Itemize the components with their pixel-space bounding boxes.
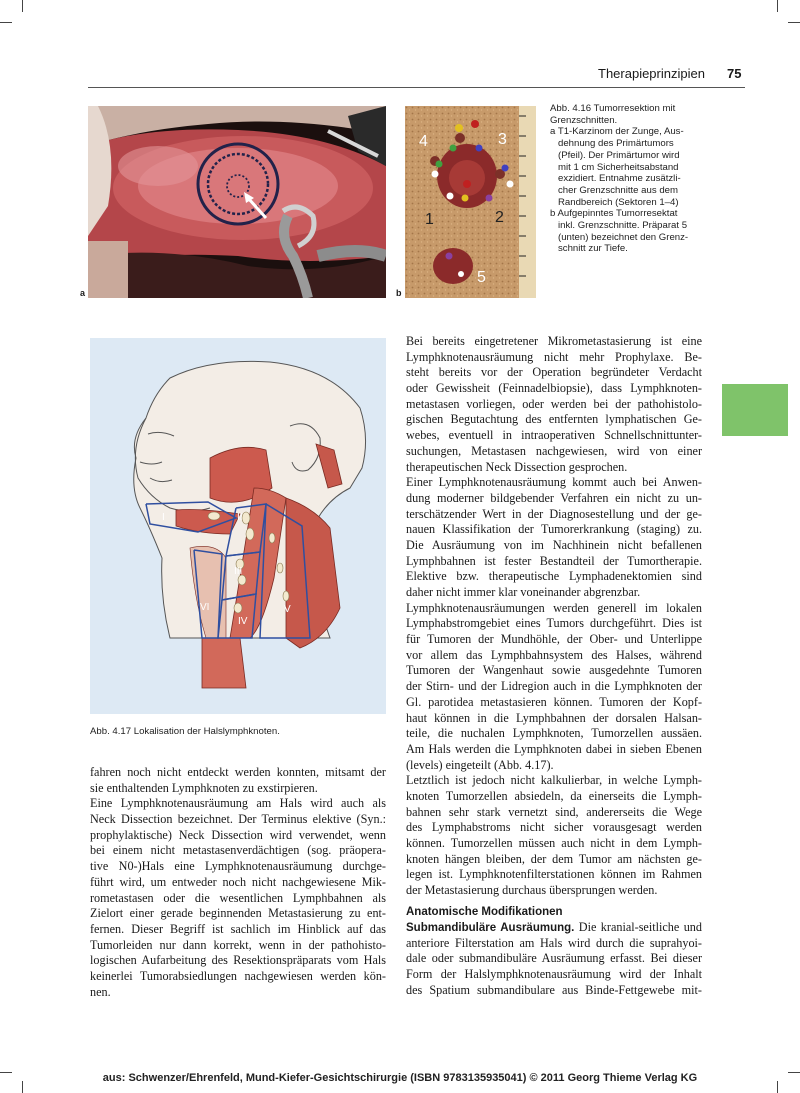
text-line: gischen Begutachtung des entfernten lymphatischen Ge-	[406, 412, 702, 427]
text-line: haut können in die Lymphbahnen der dorsalen Halsan-	[406, 710, 702, 725]
section-heading: Anatomische Modifikationen	[406, 906, 563, 918]
text-line: oder Gewissheit (Feinnadelbiopsie), dass Lymphknoten-	[406, 381, 702, 396]
crop-mark	[777, 0, 778, 12]
figure-4-17-illustration	[90, 338, 386, 714]
caption-line: Grenzschnitten.	[550, 114, 618, 126]
text-line: Form der Halslymphknotenausräumung wird der Inhalt	[406, 967, 702, 982]
text-line: dale oder submandibuläre Ausräumung erfasst. Bei dieser	[406, 951, 702, 966]
crop-mark	[0, 22, 12, 23]
figure-4-16b-photo	[405, 106, 536, 298]
specimen-label-4: 4	[419, 133, 428, 150]
tongue-photo-illustration	[88, 106, 386, 298]
text-line: Tumorleiden nur dann korrekt, wenn in der pathohisto-	[90, 937, 386, 952]
crop-mark	[788, 22, 800, 23]
text-line: teile, die nuchalen Lymphknoten, Tumorzellen aussäen.	[406, 726, 702, 741]
text-line: logischen Aufarbeitung des Resektionspräparats vom Hals	[90, 953, 386, 968]
specimen-label-1: 1	[425, 211, 434, 228]
text-line: terschätzender Wert in der Diagnosestellung und der ge-	[406, 506, 702, 521]
figure-4-16b-label: b	[396, 288, 402, 298]
text-line: tive N0-)Hals eine Lymphknotenausräumung durchge-	[90, 859, 386, 874]
text-line: Lymphabstromgebiet eines Tumors durchgeführt. Dies ist	[406, 616, 702, 631]
text-line: knoten Tumorzellen absiedeln, da einerseits die Lymph-	[406, 788, 702, 803]
text-line: der Stirn- und der Lidregion auch in die Lymphknoten der	[406, 679, 702, 694]
text-line: Lymphknotenausräumungen werden generell im lokalen	[406, 600, 702, 615]
text-line: webes, eventuell in intraoperativen Schnellschnittunter-	[406, 428, 702, 443]
text-line: Bei bereits eingetretener Mikrometastasierung ist eine	[406, 334, 702, 348]
text-line: metastasen vorliegen, oder werden bei der pathohistolo-	[406, 396, 702, 411]
text-line: sie enthaltenden Lymphknoten zu exstirpieren.	[90, 780, 318, 795]
caption-line: Randbereich (Sektoren 1–4)	[558, 196, 679, 208]
text-line	[406, 920, 702, 936]
text-line: therapeutischen Neck Dissection gesprochen.	[406, 459, 628, 474]
text-line: daher nicht immer klar voneinander abgrenzbar.	[406, 585, 641, 599]
text-line: knoten hängen bleiben, der dem Tumor am nächsten ge-	[406, 851, 702, 866]
text-line: nauen Klassifikation der Tumorerkrankung (staging) zu.	[406, 522, 702, 537]
text-line: Lymphknotenausräumung nicht mehr Prophylaxe. Be-	[406, 349, 702, 364]
text-line: Letztlich ist jedoch nicht kalkulierbar, in welche Lymph-	[406, 773, 702, 788]
header-rule	[88, 87, 745, 88]
level-label-II: II	[237, 512, 243, 523]
text-line: Eine Lymphknotenausräumung am Hals wird auch als	[90, 796, 386, 811]
running-title: Therapieprinzipien	[598, 66, 705, 81]
text-line: dung moderner bildgebender Verfahren ein nicht zu un-	[406, 490, 702, 505]
text-line: führt wird, um entweder noch nicht nachgewiesene Mik-	[90, 874, 386, 889]
figure-4-17-caption: Abb. 4.17 Lokalisation der Halslymphknoten.	[90, 726, 280, 737]
left-column-text	[90, 765, 386, 1000]
text-line: können. Tumorzellen müssen auch nicht in dem Lymph-	[406, 836, 702, 850]
text-line: Zielort einer gerade beginnenden Metastasierung zu ent-	[90, 906, 386, 921]
caption-line: exzidiert. Entnahme zusätzli-	[558, 173, 681, 185]
text-line: steht bereits vor der Operation begründeter Verdacht	[406, 365, 702, 380]
caption-line: a T1-Karzinom der Zunge, Aus-	[550, 126, 684, 138]
text-line: vor allem das Lymphbahnsystem des Halses, während	[406, 647, 702, 662]
text-line: Lymphbahnen ist fester Bestandteil der Tumortherapie.	[406, 553, 702, 568]
footer-citation: aus: Schwenzer/Ehrenfeld, Mund-Kiefer-Gesichtschirurgie (ISBN 9783135935041) © 2011 Georg Thieme Verlag KG	[102, 1072, 698, 1084]
caption-line: inkl. Grenzschnitte. Präparat 5	[558, 220, 688, 232]
text-line: Gl. parotidea metastasieren können. Tumoren der Kopf-	[406, 694, 702, 709]
text-line: der Metastasierung durchaus übersprungen werden.	[406, 883, 658, 898]
level-label-I: I	[162, 512, 165, 523]
text-line: (levels) eingeteilt (Abb. 4.17).	[406, 757, 554, 772]
caption-line: cher Grenzschnitte aus dem	[558, 184, 678, 196]
page-number: 75	[727, 66, 742, 81]
text-line: Elektive bzw. therapeutische Lymphadenektomien sind	[406, 569, 702, 584]
figure-4-16a-label: a	[80, 288, 86, 298]
text-line: rometastasen oder die wesentlichen Lymphbahnen als	[90, 890, 386, 905]
text-line: bahnen sehr stark vernetzt sind, andererseits die Wege	[406, 804, 702, 819]
text-line: Tumoren der Wangenhaut sowie ausgedehnte Tumoren	[406, 663, 702, 678]
text-line: suchungen, Metastasen nachgewiesen, wird von einer	[406, 443, 702, 458]
section-text	[406, 920, 702, 998]
figure-4-16-caption	[550, 103, 720, 255]
text-line: prophylaktische) Neck Dissection wird verwendet, wenn	[90, 827, 386, 842]
caption-line: Abb. 4.16 Tumorresektion mit	[550, 103, 676, 114]
text-line: für Tumoren der Mundhöhle, der Ober- und Unterlippe	[406, 632, 702, 647]
text-line: anteriore Filterstation am Hals wird durch die suprahyoi-	[406, 935, 702, 950]
specimen-label-2: 2	[495, 209, 504, 226]
text-line: fernen. Dieser Begriff ist sachlich im Hinblick auf das	[90, 921, 386, 936]
text-line: bei einem nicht metastasenverdächtigen (sog. präopera-	[90, 843, 386, 858]
level-label-VI: VI	[200, 602, 210, 613]
level-label-IV: IV	[238, 616, 248, 627]
text-line: keinerlei Tumorabsiedlungen nachgewiesen werden kön-	[90, 968, 386, 983]
text-fragment: Die kranial-seitliche und	[578, 920, 702, 934]
text-line: des Spatium submandibulare aus Binde-Fettgewebe mit-	[406, 982, 702, 997]
specimen-label-3: 3	[498, 131, 507, 148]
subsection-heading: Submandibuläre Ausräumung.	[406, 922, 575, 934]
text-line: Am Hals werden die Lymphknoten dabei in sieben Ebenen	[406, 741, 702, 756]
level-label-III: III	[234, 566, 243, 577]
text-line: Die Ausräumung von im Nachhinein nicht befallenen	[406, 537, 702, 552]
caption-line: b Aufgepinntes Tumorresektat	[550, 208, 678, 220]
text-line: legen ist. Lymphknotenfilterstationen können im Rahmen	[406, 867, 702, 882]
crop-mark	[22, 0, 23, 12]
specimen-photo-illustration	[405, 106, 536, 298]
text-line: nen.	[90, 984, 111, 999]
caption-line: mit 1 cm Sicherheitsabstand	[558, 161, 679, 173]
text-line: des Lymphabstroms nicht sicher vorausgesagt werden	[406, 820, 702, 835]
text-line: Einer Lymphknotenausräumung kommt auch bei Anwen-	[406, 475, 702, 490]
caption-line: (Pfeil). Der Primärtumor wird	[558, 149, 680, 161]
chapter-thumb-tab	[722, 384, 788, 436]
neck-lymph-node-diagram	[90, 338, 386, 714]
text-line: fahren noch nicht entdeckt werden konnten, mitsamt der	[90, 765, 386, 779]
figure-4-16a-photo	[88, 106, 386, 298]
level-label-V: V	[284, 604, 291, 615]
caption-line: (unten) bezeichnet den Grenz-	[558, 231, 689, 243]
specimen-label-5: 5	[477, 269, 486, 286]
text-line: Neck Dissection bezeichnet. Der Terminus elektive (Syn.:	[90, 812, 386, 827]
right-column-text	[406, 334, 702, 899]
caption-line: dehnung des Primärtumors	[558, 138, 674, 150]
caption-line: schnitt zur Tiefe.	[558, 243, 628, 255]
